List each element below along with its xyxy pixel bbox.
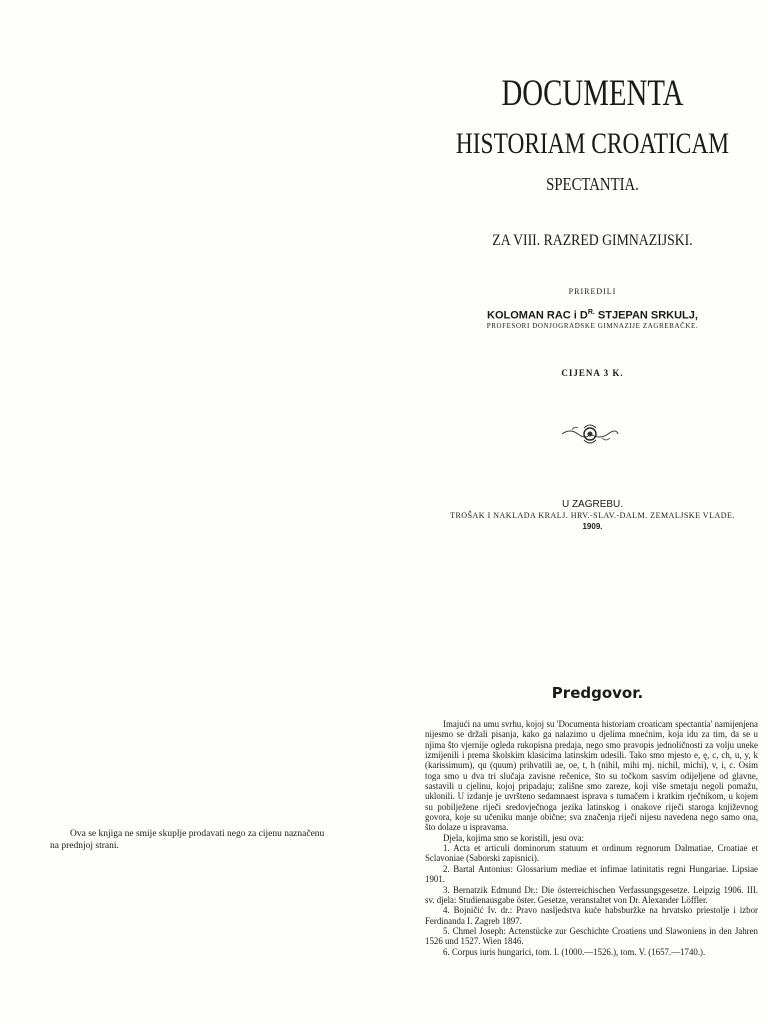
sources-list — [425, 843, 758, 957]
preface-title: Predgovor. — [551, 684, 644, 702]
source-item: 5. Chmel Joseph: Actenstücke zur Geschichte Croatiens und Slawoniens in den Jahren 1526 und 1527. Wien 1846. — [425, 925, 758, 947]
price-note-line2: na prednjoj strani. — [50, 840, 119, 851]
price-note — [50, 829, 360, 852]
source-item: 1. Acta et articuli dominorum statuum et ordinum regnorum Dalmatiae, Croatiae et Sclavoniae (Saborski zapisnici). — [425, 843, 758, 864]
source-item: 2. Bartal Antonius: Glossarium mediae et infimae latinitatis regni Hungariae. Lipsiae 1901. — [425, 863, 758, 885]
title-subtitle: HISTORIAM CROATICAM — [455, 127, 730, 160]
source-item: 4. Bojničić Iv. dr.: Pravo nasljedstva kuće habsburžke na hrvatsko priestolje i izbor Ferdinanda I. Zagreb 1897. — [425, 905, 758, 926]
title-main: DOCUMENTA — [501, 73, 684, 114]
source-item: 3. Bernatzik Edmund Dr.: Die österreichischen Verfassungsgesetze. Leipzig 1906. III. sv. djela: Studienausgabe öster. Gesetze, veranstaltet von Dr. Alexander Löffler. — [425, 884, 758, 905]
price-line: CIJENA 3 K. — [561, 368, 624, 378]
imprint-year: 1909. — [582, 522, 603, 531]
preface-intro: Imajući na umu svrhu, kojoj su 'Documenta historiam croaticam spectantia' namijenjena nijesmo se držali pisanja, kako ga nalazimo u djelima mnećnim, koja idu za tim, da se u njima što vjernije ogleda rukopisna predaja, nego smo pravopis jednoličnosti za volju uneke izmijenili i prema školskim klasicima latinskim udesili. Tako smo mjesto e, ę, c, ch, u, y, k (karissimum), qu (quum) prihvatili ae, oe, t, h (nihil, mihi mj. nichil, michi), v, i, c. Osim toga smo u dva tri slučaja zavisne rečenice, što su točkom sasvim odijeljene od glavne, sastavili u cjelinu, kojoj pripadaju; zališne smo zareze, koji više smetaju negoli pomažu, uklonili. U izdanje je uvršteno sedamnaest isprava s tumačem i kratkim rječnikom, u kojem su pobilježene riječi sredovječnoga jezika latinskog i onakove riječi staroga književnog govora, koje su učeniku manje obične; sva značenja riječi nijesu navedena nego samo ona, što dolaze u ispravama. — [425, 719, 758, 833]
imprint-publisher: TROŠAK I NAKLADA KRALJ. HRV.-SLAV.-DALM. ZEMALJSKE VLADE. — [450, 511, 735, 520]
grade-line: ZA VIII. RAZRED GIMNAZIJSKI. — [492, 232, 693, 249]
preface-sources-intro: Djela, kojima smo se koristili, jesu ova: — [443, 832, 584, 843]
source-item: 6. Corpus iuris hungarici, tom. I. (1000.—1526.), tom. V. (1657.—1740.). — [443, 946, 706, 957]
ornament-icon — [560, 420, 620, 448]
title-spectantia: SPECTANTIA. — [546, 174, 639, 194]
prepared-by-label: PRIREDILI — [568, 287, 617, 296]
imprint-place: U ZAGREBU. — [561, 499, 624, 510]
authors-part1: KOLOMAN RAC i D — [487, 309, 588, 322]
authors-part2: STJEPAN SRKULJ, — [594, 309, 698, 322]
authors-sup: R. — [587, 309, 595, 316]
preface-body — [425, 719, 758, 957]
professors-line: PROFESORI DONJOGRADSKE GIMNAZIJE ZAGREBAČKE. — [486, 322, 699, 330]
price-note-line1: Ova se knjiga ne smije skuplje prodavati nego za cijenu naznačenu — [70, 829, 325, 839]
